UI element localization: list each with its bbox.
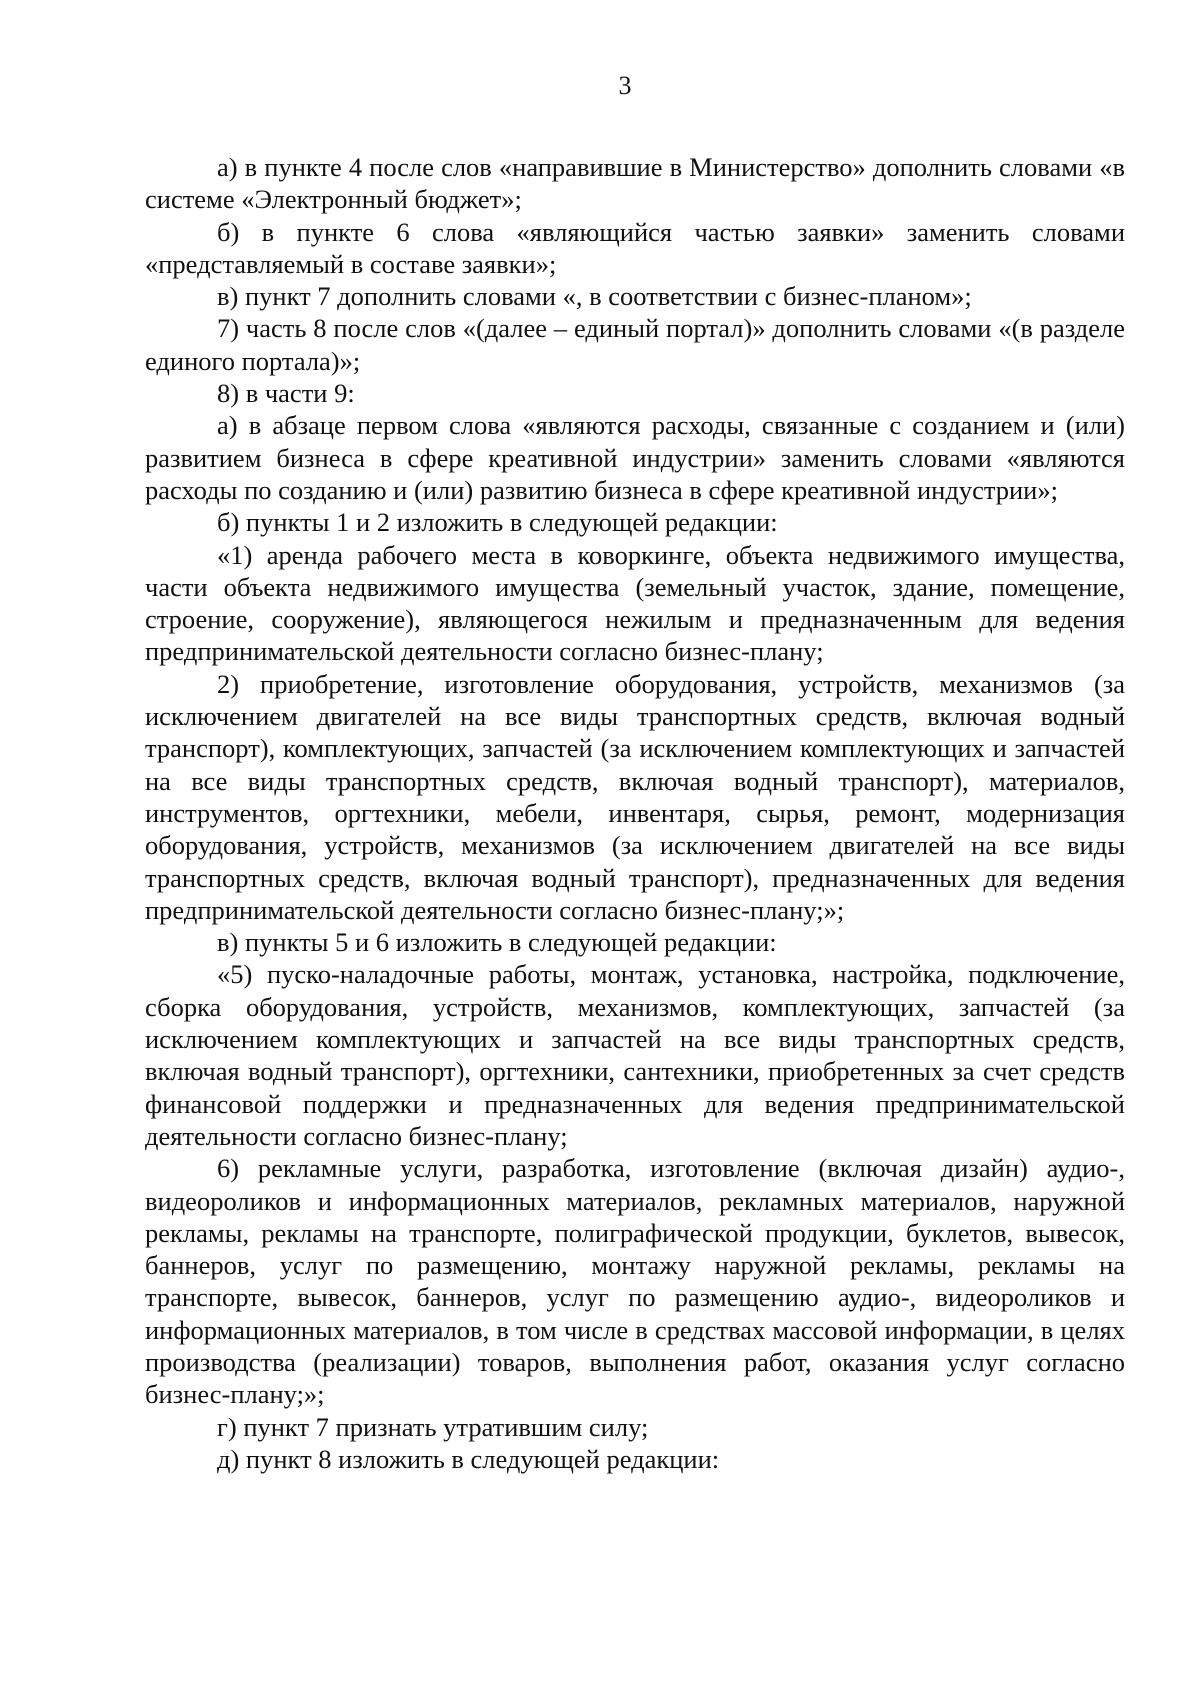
paragraph-9b-points-1-2: б) пункты 1 и 2 изложить в следующей редакции: [217, 507, 778, 538]
paragraph-9d-point-8: д) пункт 8 изложить в следующей редакции: [217, 1443, 720, 1474]
paragraph-point-5-installation: «5) пуско-наладочные работы, монтаж, установка, настройка, подключение, сборка оборудования, устройств, механизмов, комплектующих, запчастей (за исключением комплектующих и запчастей на все виды транспортных средств, включая водный транспорт), оргтехники, сантехники, приобретенных за счет средств финансовой поддержки и предназначенных для ведения предпринимательской деятельности согласно бизнес-плану; [145, 959, 1125, 1151]
document-body [145, 151, 1125, 1475]
paragraph-6b-application: б) в пункте 6 слова «являющийся частью заявки» заменить словами «представляемый в составе заявки»; [145, 216, 1125, 279]
paragraph-9v-points-5-6: в) пункты 5 и 6 изложить в следующей редакции: [217, 927, 777, 958]
page-number: 3 [618, 71, 632, 100]
paragraph-7v-business-plan: в) пункт 7 дополнить словами «, в соответствии с бизнес-планом»; [217, 281, 972, 312]
paragraph-item-7-part-8: 7) часть 8 после слов «(далее – единый портал)» дополнить словами «(в разделе единого портала)»; [145, 313, 1125, 376]
paragraph-9g-point-7-void: г) пункт 7 признать утратившим силу; [217, 1411, 649, 1442]
paragraph-item-8-part-9: 8) в части 9: [217, 378, 355, 409]
paragraph-9a-first-abzats: а) в абзаце первом слова «являются расходы, связанные с созданием и (или) развитием бизнеса в сфере креативной индустрии» заменить словами «являются расходы по созданию и (или) развитию бизнеса в сфере креативной индустрии»; [145, 410, 1125, 505]
paragraph-point-2-equipment: 2) приобретение, изготовление оборудования, устройств, механизмов (за исключением двигателей на все виды транспортных средств, включая водный транспорт), комплектующих, запчастей (за исключением комплектующих и запчастей на все виды транспортных средств, включая водный транспорт), материалов, инструментов, оргтехники, мебели, инвентаря, сырья, ремонт, модернизация оборудования, устройств, механизмов (за исключением двигателей на все виды транспортных средств, включая водный транспорт), предназначенных для ведения предпринимательской деятельности согласно бизнес-плану;»; [145, 668, 1125, 925]
paragraph-4a-ministry: а) в пункте 4 после слов «направившие в Министерство» дополнить словами «в системе «Электронный бюджет»; [145, 152, 1125, 215]
paragraph-point-1-rent: «1) аренда рабочего места в коворкинге, объекта недвижимого имущества, части объекта недвижимого имущества (земельный участок, здание, помещение, строение, сооружение), являющегося нежилым и предназначенным для ведения предпринимательской деятельности согласно бизнес-плану; [145, 539, 1125, 667]
paragraph-point-6-advertising: 6) рекламные услуги, разработка, изготовление (включая дизайн) аудио-, видеороликов и информационных материалов, рекламных материалов, наружной рекламы, рекламы на транспорте, полиграфической продукции, буклетов, вывесок, баннеров, услуг по размещению, монтажу наружной рекламы, рекламы на транспорте, вывесок, баннеров, услуг по размещению аудио-, видеороликов и информационных материалов, в том числе в средствах массовой информации, в целях производства (реализации) товаров, выполнения работ, оказания услуг согласно бизнес-плану;»; [145, 1153, 1125, 1410]
